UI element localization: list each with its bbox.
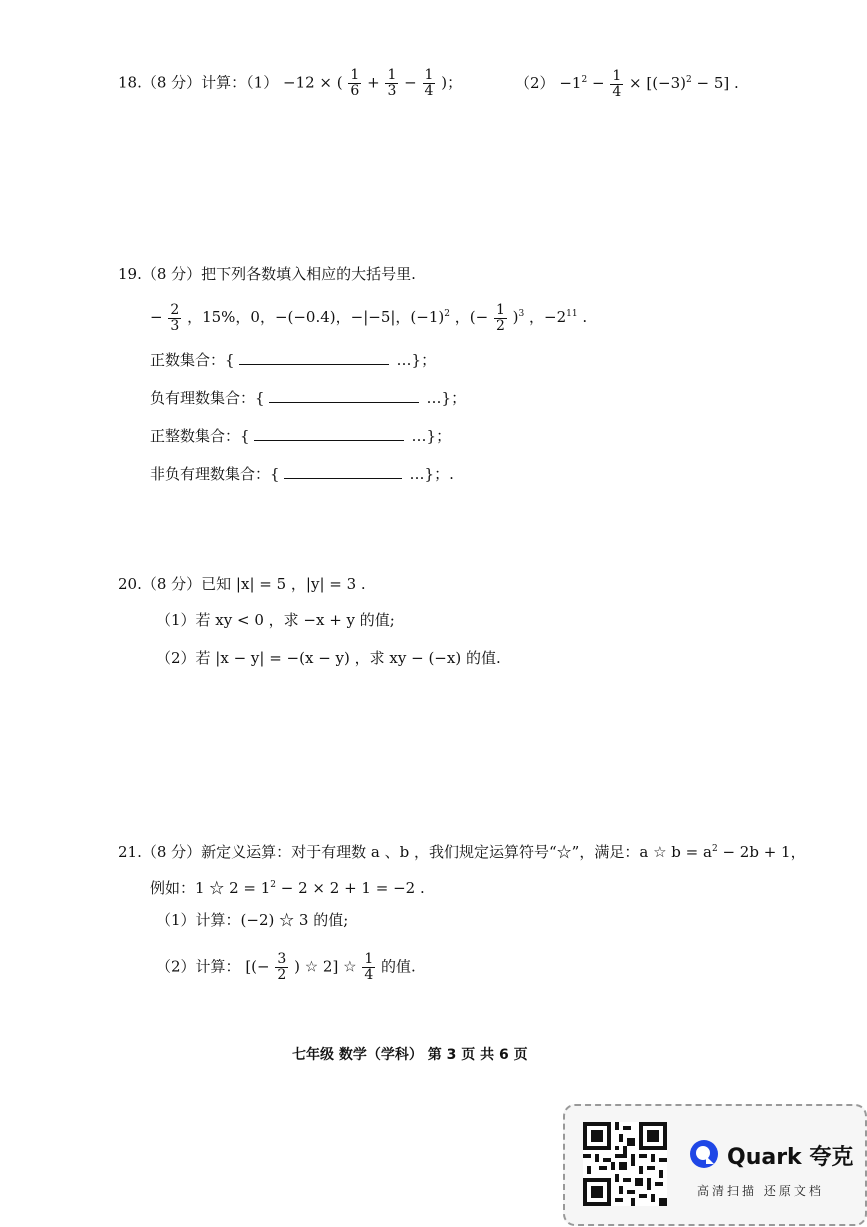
- expr: ，−2: [529, 308, 567, 326]
- set-label: 正数集合：{: [150, 351, 235, 369]
- exponent: 2: [270, 880, 277, 890]
- set-positive: [150, 348, 436, 372]
- expr: −1: [559, 74, 582, 92]
- exponent: 2: [686, 75, 692, 85]
- fraction: $\frac{1}{4}$: [364, 951, 374, 983]
- expr: ): [512, 308, 519, 326]
- q18-part1-prefix: −12 × (: [283, 73, 343, 92]
- fraction: $\frac{3}{2}$: [277, 951, 287, 983]
- quark-tagline: 高清扫描 还原文档: [697, 1184, 824, 1198]
- expr: ) ☆ 2] ☆: [294, 957, 357, 976]
- answer-blank[interactable]: [284, 464, 402, 479]
- q19-label: 19.（8 分）把下列各数填入相应的大括号里.: [118, 265, 416, 283]
- expr: − 5] .: [696, 74, 739, 92]
- exponent: 11: [566, 309, 578, 319]
- set-end: …}；.: [409, 465, 454, 483]
- q20-label: 20.（8 分）已知 |x| = 5 ，|y| = 3 .: [118, 575, 366, 593]
- set-label: 负有理数集合：{: [150, 389, 265, 407]
- set-positive-integer: [150, 424, 451, 448]
- operator: −: [591, 74, 610, 92]
- q21-part2-label: （2）计算：: [156, 957, 241, 976]
- exponent: 2: [581, 75, 588, 85]
- q18-label: 18.（8 分）计算：（1）: [118, 73, 279, 92]
- quark-logo-icon: [689, 1139, 719, 1169]
- operator: +: [367, 73, 380, 92]
- fraction: $\frac{1}{4}$: [612, 67, 622, 100]
- expr: −: [150, 308, 163, 326]
- q19-number-list: [150, 302, 587, 334]
- answer-blank[interactable]: [269, 388, 419, 403]
- question-18-part2: [515, 68, 739, 100]
- expr: ，15%，0，−(−0.4)，−|−5|，(−1): [187, 308, 445, 326]
- fraction: $\frac{1}{3}$: [387, 67, 397, 99]
- set-end: …}；: [426, 389, 467, 407]
- set-negative-rational: [150, 386, 466, 410]
- set-nonnegative-rational: [150, 462, 454, 486]
- answer-blank[interactable]: [254, 426, 404, 441]
- q21-example: [150, 873, 425, 900]
- operator: −: [404, 73, 417, 92]
- expr: ，(−: [454, 308, 489, 326]
- qr-code-icon[interactable]: [583, 1122, 667, 1206]
- fraction: $\frac{1}{2}$: [495, 301, 505, 334]
- question-18: [118, 68, 462, 99]
- question-21: [118, 837, 806, 864]
- exponent: 2: [711, 844, 718, 854]
- set-label: 非负有理数集合：{: [150, 465, 280, 483]
- quark-brand-name: Quark 夸克: [727, 1145, 854, 1170]
- expr: .: [582, 308, 588, 326]
- answer-blank[interactable]: [239, 350, 389, 365]
- set-end: …}；: [411, 427, 452, 445]
- fraction: $\frac{2}{3}$: [170, 301, 180, 334]
- exponent: 2: [444, 309, 450, 319]
- q18-part1-suffix: )；: [441, 73, 463, 92]
- expr: − 2 × 2 + 1 = −2 .: [276, 879, 425, 897]
- quark-scan-badge[interactable]: [563, 1104, 867, 1226]
- fraction: $\frac{1}{6}$: [350, 67, 360, 99]
- expr: − 2b + 1，: [717, 843, 806, 861]
- set-end: …}；: [396, 351, 437, 369]
- expr: × [(−3): [629, 74, 687, 92]
- q18-part2-label: （2）: [515, 74, 555, 92]
- q20-part1: （1）若 xy < 0 ，求 −x + y 的值;: [156, 611, 395, 629]
- q21-label: 21.（8 分）新定义运算：对于有理数 a 、b ，我们规定运算符号“☆”，满足：a ☆ b = a: [118, 843, 712, 861]
- expr: 例如：1 ☆ 2 = 1: [150, 879, 271, 897]
- q21-part1: （1）计算：(−2) ☆ 3 的值;: [156, 911, 349, 929]
- set-label: 正整数集合：{: [150, 427, 250, 445]
- exponent: 3: [518, 309, 525, 319]
- expr: 的值.: [381, 957, 416, 976]
- q20-part2: （2）若 |x − y| = −(x − y) ，求 xy − (−x) 的值.: [156, 649, 501, 667]
- page-footer: 七年级 数学（学科） 第 3 页 共 6 页: [292, 1047, 528, 1063]
- expr: [(−: [245, 957, 270, 976]
- q21-part2: [156, 952, 416, 983]
- fraction: $\frac{1}{4}$: [424, 67, 434, 99]
